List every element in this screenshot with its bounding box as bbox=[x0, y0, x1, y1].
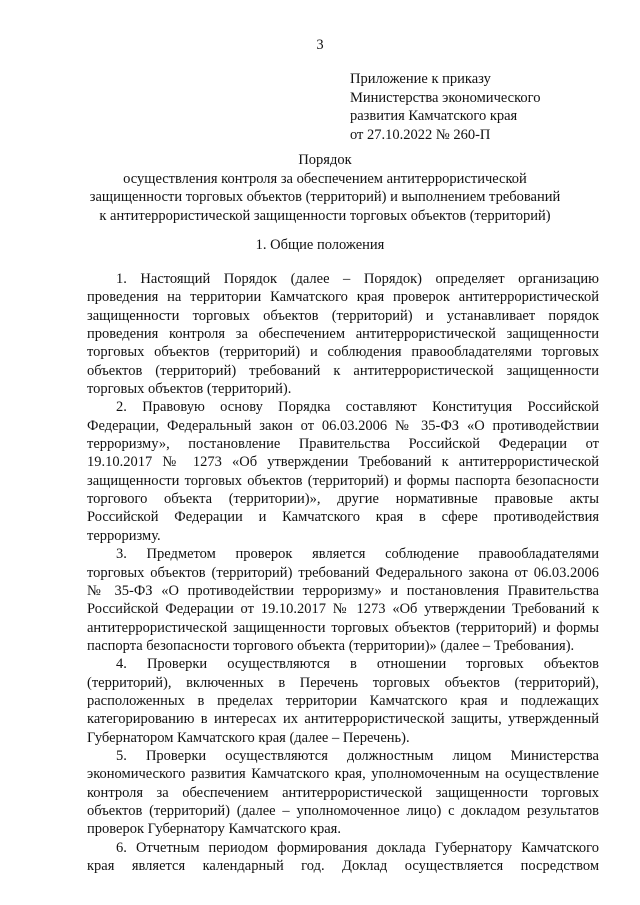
paragraph-line: 5. Проверки осуществляются должностным лицом Министерства bbox=[116, 747, 599, 764]
paragraph bbox=[87, 270, 599, 398]
appendix-line: от 27.10.2022 № 260-П bbox=[350, 126, 491, 143]
paragraph bbox=[87, 839, 599, 876]
paragraph-line: (территорий), включенных в Перечень торговых объектов (территорий), bbox=[87, 674, 599, 691]
paragraph-line: торговых объектов (территорий) требований Федерального закона от 06.03.2006 bbox=[87, 564, 599, 581]
paragraph-line: 2. Правовую основу Порядка составляют Конституция Российской bbox=[116, 399, 599, 416]
title-line: защищенности торговых объектов (территорий) и выполнением требований bbox=[89, 189, 561, 205]
paragraph-line: Федерации, Федеральный закон от 06.03.2006 № 35-ФЗ «О противодействии bbox=[87, 417, 599, 434]
paragraph-line: антитеррористической защищенности торговых объектов (территорий) и формы bbox=[87, 619, 599, 636]
paragraph-line: 19.10.2017 № 1273 «Об утверждении Требований к антитеррористической bbox=[87, 454, 599, 471]
paragraph-line: проверок Губернатору Камчатского края. bbox=[87, 821, 341, 838]
page-number: 3 bbox=[316, 37, 324, 53]
paragraph-line: паспорта безопасности торгового объекта (территории)» (далее – Требования). bbox=[87, 637, 575, 654]
paragraph-line: торговых объектов (территорий). bbox=[87, 381, 292, 398]
title-line: осуществления контроля за обеспечением антитеррористической bbox=[123, 170, 527, 187]
document-body bbox=[87, 270, 599, 875]
paragraph bbox=[87, 398, 599, 545]
paragraph-line: контроля за обеспечением антитеррористической защищенности торговых bbox=[87, 784, 599, 801]
title-line: к антитеррористической защищенности торговых объектов (территорий) bbox=[99, 207, 551, 224]
paragraph-line: 4. Проверки осуществляются в отношении торговых объектов bbox=[116, 656, 599, 673]
paragraph-line: защищенности торговых объектов (территорий) и устанавливает порядок bbox=[87, 307, 599, 324]
paragraph-line: категорированию в интересах их антитеррористической защиты, утвержденный bbox=[87, 711, 599, 728]
appendix-line: Приложение к приказу bbox=[350, 71, 491, 87]
paragraph bbox=[87, 747, 599, 839]
appendix-line: развития Камчатского края bbox=[350, 108, 518, 124]
paragraph-line: 6. Отчетным периодом формирования доклада Губернатору Камчатского bbox=[116, 839, 599, 856]
paragraph-line: терроризму. bbox=[87, 527, 161, 544]
paragraph-line: проведения контроля за обеспечением антитеррористической защищенности bbox=[87, 326, 599, 343]
paragraph-line: Российской Федерации и Камчатского края в сфере противодействия bbox=[87, 509, 599, 526]
paragraph-line: Российской Федерации от 19.10.2017 № 1273 «Об утверждении Требований к bbox=[87, 601, 599, 618]
appendix-block bbox=[350, 70, 541, 144]
appendix-line: Министерства экономического bbox=[350, 89, 541, 106]
paragraph-line: объектов (территорий) требований к антитеррористической защищенности bbox=[87, 362, 599, 379]
document-title bbox=[60, 151, 590, 225]
section-heading: 1. Общие положения bbox=[255, 237, 385, 253]
paragraph-line: экономического развития Камчатского края, уполномоченным на осуществление bbox=[87, 766, 599, 783]
paragraph-line: терроризму», постановление Правительства Российской Федерации от bbox=[87, 436, 599, 453]
paragraph-line: 1. Настоящий Порядок (далее – Порядок) определяет организацию bbox=[116, 271, 599, 287]
paragraph-line: защищенности торговых объектов (территорий) и формы паспорта безопасности bbox=[87, 472, 599, 489]
paragraph-line: объектов (территорий) (далее – уполномоченное лицо) с докладом результатов bbox=[87, 802, 599, 819]
paragraph bbox=[87, 545, 599, 655]
paragraph-line: торговых объектов (территорий) и соблюдения правообладателями торговых bbox=[87, 344, 599, 361]
paragraph-line: проведения на территории Камчатского края проверок антитеррористической bbox=[87, 289, 599, 306]
paragraph-line: торгового объекта (территории)», другие нормативные правовые акты bbox=[87, 491, 599, 508]
paragraph bbox=[87, 655, 599, 747]
paragraph-line: Губернатором Камчатского края (далее – Перечень). bbox=[87, 729, 410, 746]
paragraph-line: 3. Предметом проверок является соблюдение правообладателями bbox=[116, 546, 599, 563]
paragraph-line: расположенных в пределах территории Камчатского края и подлежащих bbox=[87, 692, 599, 709]
paragraph-line: № 35-ФЗ «О противодействии терроризму» и постановления Правительства bbox=[87, 582, 599, 599]
title-line: Порядок bbox=[298, 152, 352, 168]
paragraph-line: края является календарный год. Доклад осуществляется посредством bbox=[87, 858, 599, 874]
